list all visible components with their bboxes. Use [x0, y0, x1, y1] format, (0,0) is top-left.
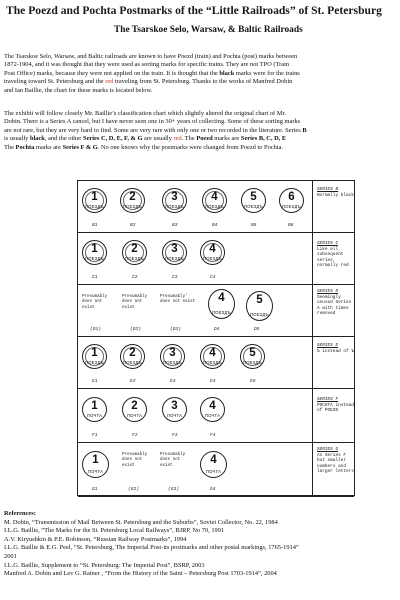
postmark-word: ПОЕЗДЪ	[282, 204, 301, 209]
note-d3: Presumably' does not exist	[160, 295, 196, 305]
label-g2: (G2)	[128, 487, 140, 492]
postmark-number: 1	[91, 347, 98, 359]
postmark-word: ПОЧТА	[204, 413, 221, 418]
label-d3: (D3)	[170, 327, 182, 332]
exhibit-line-1: The exhibit will follow closely Mr. Baillie’s classification chart which slightly altered the original chart of Mr.	[4, 110, 286, 117]
postmark-c1	[82, 240, 107, 265]
label-b3: B3	[172, 223, 178, 228]
series-e-head: SERIES E	[317, 343, 339, 348]
exhibit-line-4a: is usually	[4, 135, 29, 143]
exhibit-series: Series C, D, E, F, & G	[83, 135, 143, 143]
postmark-e2	[120, 344, 145, 369]
reference-item: M. Dobin, “Transmission of Mail Between St. Petersburg and the Suburbs”, Soviet Collector, No. 22, 1984	[4, 518, 278, 526]
note-d2: Presumably does not exist	[122, 295, 148, 310]
exhibit-line-4	[4, 135, 400, 143]
label-c4: C4	[210, 275, 216, 280]
postmark-number: 4	[211, 191, 218, 203]
postmark-number: 3	[171, 191, 178, 203]
label-e4: E4	[210, 379, 216, 384]
intro-line-1: The Tsarskoe Selo, Warsaw, and Baltic railroads are known to have Poezd (train) and Pochta (post) marks between	[4, 53, 298, 60]
postmark-word: ПОЧТА	[166, 413, 183, 418]
postmark-number: 2	[129, 347, 136, 359]
label-d4: D4	[214, 327, 220, 332]
label-e1: E1	[92, 379, 98, 384]
postmark-f1	[82, 397, 107, 422]
label-c1: C1	[92, 275, 98, 280]
postmark-e4	[200, 344, 225, 369]
label-c2: C2	[132, 275, 138, 280]
postmark-e5	[240, 344, 265, 369]
postmark-g4	[200, 451, 227, 478]
series-e-note: Ъ instead of Ъ	[317, 348, 354, 354]
exhibit-line-3	[4, 127, 400, 135]
postmark-b5	[241, 188, 266, 213]
intro-line-3-text: Post Office) marks, because they were not applied on the train. It is thought that the	[4, 69, 218, 77]
exhibit-line-4e: marks are	[214, 135, 240, 143]
postmark-number: 1	[91, 243, 98, 255]
series-f-note: POCHTA instead of POEZD	[317, 402, 354, 414]
note-g2: Presumably does not exist	[122, 453, 148, 468]
postmark-word: ПОЕЗДЪ	[123, 204, 142, 209]
page-subtitle: The Tsarskoe Selo, Warsaw, & Baltic Railroads	[114, 25, 303, 35]
series-d-desc	[317, 289, 355, 317]
intro-line-4	[4, 78, 400, 86]
postmark-f4	[200, 397, 225, 422]
label-b1: B1	[92, 223, 98, 228]
exhibit-line-3-text: are not rare, but they are very hard to find. Some are very rare with only one or two recorded in the literature. Series	[4, 126, 301, 134]
label-b4: B4	[212, 223, 218, 228]
postmark-number: 5	[256, 294, 263, 306]
page-title: The Poezd and Pochta Postmarks of the “Little Railroads” of St. Petersburg	[6, 4, 382, 17]
exhibit-pochta: Pochta	[15, 143, 35, 151]
exhibit-black: black	[29, 135, 45, 143]
postmark-word: ПОЕЗДЪ	[243, 360, 262, 365]
postmark-word: ПОЧТА	[86, 413, 103, 418]
label-d5: D5	[254, 327, 260, 332]
exhibit-line-5b: marks are	[35, 143, 62, 151]
postmark-word: ПОЕЗДЪ	[212, 310, 231, 315]
intro-line-3	[4, 70, 400, 78]
postmark-number: 3	[169, 347, 176, 359]
series-g-note: As Series F but smaller numbers and larger letters	[317, 452, 354, 475]
postmark-number: 4	[210, 454, 217, 466]
exhibit-line-5	[4, 144, 400, 152]
series-e-desc	[317, 343, 355, 354]
postmark-word: ПОЕЗДЪ	[85, 256, 104, 261]
references-section	[4, 510, 400, 579]
postmark-word: ПОЕЗДЪ	[85, 360, 104, 365]
classification-chart	[77, 180, 355, 496]
exhibit-line-4d: . The	[181, 135, 195, 143]
postmark-word: ПОЕЗДЪ	[165, 256, 184, 261]
postmark-number: 1	[91, 400, 98, 412]
postmark-word: ПОЕЗДЪ	[125, 256, 144, 261]
postmark-word: ПОЕЗДЪ	[123, 360, 142, 365]
label-g3: (G3)	[168, 487, 180, 492]
postmark-number: 5	[250, 191, 257, 203]
postmark-c2	[122, 240, 147, 265]
intro-line-3b: marks were for the trains	[235, 69, 300, 77]
exhibit-line-4c: are usually	[144, 135, 172, 143]
exhibit-paragraph	[4, 110, 400, 162]
postmark-number: 4	[209, 347, 216, 359]
postmark-f2	[122, 397, 147, 422]
postmark-word: ПОЕЗДЪ	[163, 360, 182, 365]
series-description-column	[312, 181, 356, 495]
label-b2: B2	[130, 223, 136, 228]
label-g4: G4	[210, 487, 216, 492]
postmark-number: 4	[209, 400, 216, 412]
references-heading: References:	[4, 510, 36, 517]
exhibit-red: red	[173, 135, 182, 143]
postmark-word: ПОЧТА	[126, 413, 143, 418]
intro-red-word: red	[105, 78, 114, 86]
postmark-e1	[82, 344, 107, 369]
postmark-number: 4	[218, 292, 225, 304]
postmark-number: 6	[288, 191, 295, 203]
postmark-c3	[162, 240, 187, 265]
postmark-b1	[82, 188, 107, 213]
reference-item: Manfred A. Dobin and Lev G. Ratner , “From the History of the Saint – Petersburg Post 1703-1914”, 2004	[4, 570, 277, 578]
exhibit-pochta-series: Series F & G	[62, 143, 98, 151]
series-d-note: Seemingly unused Series A with times removed	[317, 294, 352, 317]
series-d-head: SERIES D	[317, 289, 339, 294]
postmark-b3	[162, 188, 187, 213]
postmark-word: ПОЕЗДЪ	[203, 360, 222, 365]
postmark-number: 3	[171, 243, 178, 255]
series-f-head: SERIES F	[317, 397, 339, 402]
postmark-number: 2	[129, 191, 136, 203]
postmark-word: ПОЕЗДЪ	[205, 204, 224, 209]
postmark-f3	[162, 397, 187, 422]
label-f4: F4	[210, 433, 216, 438]
postmark-number: 1	[91, 191, 98, 203]
postmark-word: ПОЕЗДЪ	[203, 256, 222, 261]
series-g-desc	[317, 447, 355, 475]
intro-black-word: black	[219, 69, 235, 77]
label-b6: B6	[288, 223, 294, 228]
reference-item: I.L.G. Baillie, Supplement to “St. Petersburg: The Imperial Post”, BSRP, 2003	[4, 561, 205, 569]
intro-line-4b: traveling from St. Petersburg. Thanks to the works of Manfred Dobin	[115, 78, 293, 86]
note-d1: Presumably does not exist	[82, 295, 108, 310]
series-b-note: Normally black	[317, 192, 354, 198]
label-g1: G1	[92, 487, 98, 492]
series-f-desc	[317, 397, 355, 414]
exhibit-line-5c: . No one knows why the postmarks were changed from Poezd to Pochta.	[97, 143, 284, 151]
series-c-head: SERIES C	[317, 241, 339, 246]
exhibit-line-2: Dobin. There is a Series A cancel, but I have never seen one in 30+ years of collecting. Some of these sorting marks	[4, 118, 301, 126]
label-e2: E2	[130, 379, 136, 384]
label-e3: E3	[170, 379, 176, 384]
label-e5: E5	[250, 379, 256, 384]
reference-item: I.L.G. Baillie & E.G. Peel, “St. Petersburg, The Imperial Post-its postmarks and other postal markings, 1765-1914”	[4, 544, 299, 552]
label-f3: F3	[172, 433, 178, 438]
label-d2: (D2)	[130, 327, 142, 332]
label-f1: F1	[92, 433, 98, 438]
postmark-number: 5	[249, 347, 256, 359]
postmark-c4	[200, 240, 225, 265]
postmark-d4	[208, 289, 235, 319]
postmark-number: 4	[209, 243, 216, 255]
postmark-number: 1	[92, 454, 99, 466]
postmark-word: ПОЕЗДЪ	[250, 312, 269, 317]
series-b-head: SERIES B	[317, 187, 339, 192]
label-b5: B5	[251, 223, 257, 228]
postmark-e3	[160, 344, 185, 369]
series-c-note: Like all subsequent series, normally red	[317, 246, 349, 269]
postmark-g1	[82, 451, 109, 478]
intro-paragraph	[4, 53, 400, 103]
note-g3: Presumably does not exist	[160, 453, 186, 468]
exhibit-line-4b: , and the other	[44, 135, 82, 143]
intro-line-2: 1872-1904, and it was thought that they were used as sorting marks for specific trains. They are not TPO (Train	[4, 61, 290, 69]
exhibit-b: B	[302, 126, 307, 134]
postmark-word: ПОЧТА	[87, 469, 104, 474]
postmark-word: ПОЧТА	[205, 469, 222, 474]
postmark-b6	[279, 188, 304, 213]
postmark-number: 2	[131, 400, 138, 412]
label-c3: C3	[172, 275, 178, 280]
series-c-desc	[317, 241, 355, 269]
exhibit-line-5a: The	[4, 143, 14, 151]
postmark-d5	[246, 291, 273, 321]
postmark-word: ПОЕЗДЪ	[165, 204, 184, 209]
intro-line-4a: traveling toward St. Petersburg and the	[4, 78, 104, 86]
label-d1: (D1)	[90, 327, 102, 332]
postmark-word: ПОЕЗДЪ	[244, 204, 263, 209]
reference-item: 2001	[4, 552, 17, 560]
postmark-number: 2	[131, 243, 138, 255]
reference-item: A.V. Kiryushkin & P.E. Robinson, “Russian Railway Postmarks”, 1994	[4, 535, 187, 543]
postmark-b2	[120, 188, 145, 213]
reference-item: I.L.G. Baillie, “The Marks for the St. Petersburg Local Railways”, BJRP, No 70, 1991	[4, 527, 225, 535]
postmark-number: 3	[171, 400, 178, 412]
exhibit-poezd-series: Series B, C, D, E	[240, 135, 287, 143]
label-f2: F2	[132, 433, 138, 438]
postmark-b4	[202, 188, 227, 213]
exhibit-poezd: Poezd	[196, 135, 213, 143]
series-b-desc	[317, 187, 354, 198]
series-g-head: SERIES G	[317, 447, 339, 452]
intro-line-5: and Ian Baillie, the chart for these marks is located below.	[4, 86, 153, 94]
postmark-word: ПОЕЗДЪ	[85, 204, 104, 209]
